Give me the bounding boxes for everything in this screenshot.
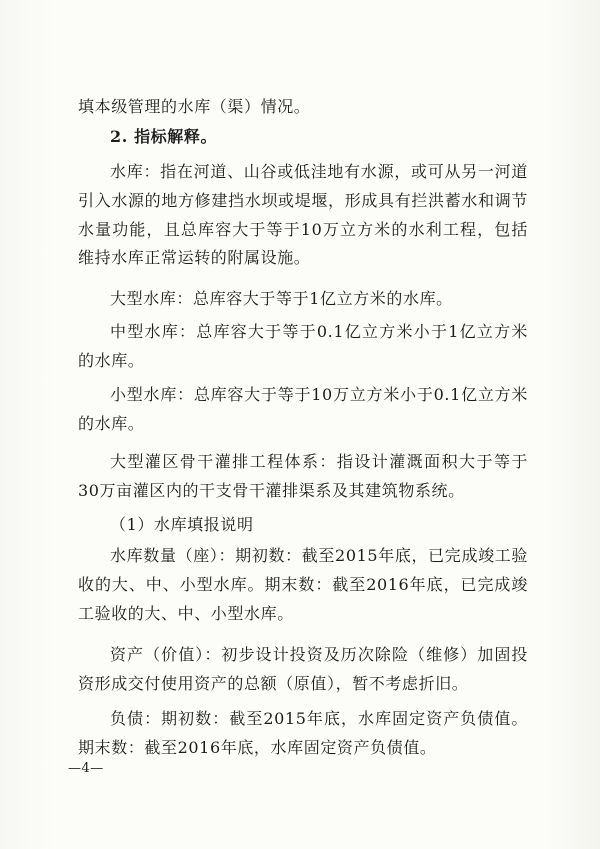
page-number: —4—	[68, 761, 104, 776]
definition-reservoir-count: 水库数量（座）：期初数：截至2015年底，已完成竣工验收的大、中、小型水库。期末数：截至2016年底，已完成竣工验收的大、中、小型水库。	[78, 546, 528, 623]
section-heading: 2. 指标解释。	[110, 127, 218, 146]
definition-reservoir: 水库：指在河道、山谷或低洼地有水源，或可从另一河道引入水源的地方修建挡水坝或堤堰，形成具有拦洪蓄水和调节水量功能，且总库容大于等于10万立方米的水利工程，包括维持水库正常运转的附属设施。	[78, 162, 528, 268]
definition-irrigation-system: 大型灌区骨干灌排工程体系：指设计灌溉面积大于等于30万亩灌区内的干支骨干灌排渠系及其建筑物系统。	[78, 452, 528, 500]
definition-liabilities: 负债：期初数：截至2015年底，水库固定资产负债值。期末数：截至2016年底，水库固定资产负债值。	[78, 709, 528, 757]
subheading-reservoir-instructions: （1）水库填报说明	[110, 515, 254, 534]
definition-assets: 资产（价值）：初步设计投资及历次除险（维修）加固投资形成交付使用资产的总额（原值），暂不考虑折旧。	[78, 645, 528, 693]
definition-medium-reservoir: 中型水库：总库容大于等于0.1亿立方米小于1亿立方米的水库。	[78, 322, 528, 370]
definition-large-reservoir: 大型水库：总库容大于等于1亿立方米的水库。	[110, 289, 453, 308]
definition-small-reservoir: 小型水库：总库容大于等于10万立方米小于0.1亿立方米的水库。	[78, 385, 528, 433]
intro-continuation: 填本级管理的水库（渠）情况。	[78, 97, 311, 116]
